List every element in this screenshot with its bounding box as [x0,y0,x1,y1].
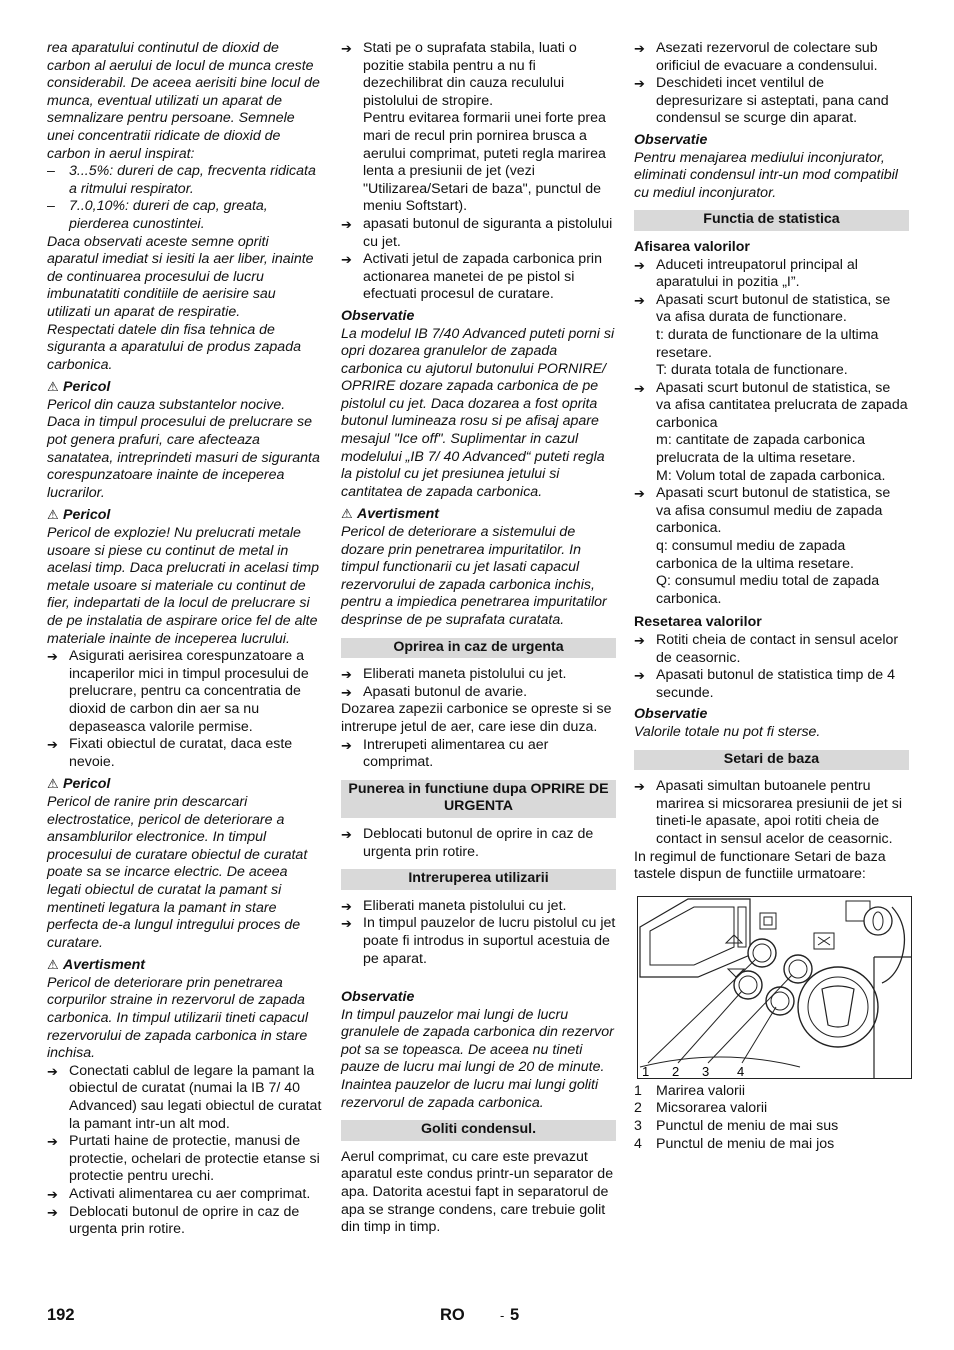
figure-label-4: 4 [737,1063,745,1078]
step-note: T: durata totala de functionare. [656,362,848,379]
warning-text: Pericol de deteriorare a sistemului de dozare prin penetrarea impuritatilor. In timpul functionarii cu jet lasati capacul rezervorului de zapada carbonica inchis, pentru a impiedica penetrarea impuritatilor desprinse de pe suprafata curatata. [341,524,607,628]
section-heading: Intreruperea utilizarii [341,869,616,890]
subheading: Afisarea valorilor [634,238,750,255]
step-item: ➔ Apasati butonul de statistica timp de 4 secunde. [634,667,909,702]
warning-triangle-icon: ⚠ [47,776,59,792]
legend-item: 2 Micsorarea valorii [634,1100,768,1117]
section-heading: Functia de statistica [634,210,909,231]
step-item: ➔ Asezati rezervorul de colectare sub orificiul de evacuare a condensului. [634,40,909,75]
step-item: ➔ apasati butonul de siguranta a pistolului cu jet. [341,216,616,251]
section-heading: Punerea in functiune dupa OPRIRE DE URGENTA [341,780,616,818]
page-number: 192 [47,1306,75,1324]
paragraph: Respectati datele din fisa tehnica de siguranta a aparatului de produs zapada carbonica. [47,321,301,373]
step-item: ➔ Conectati cablul de legare la pamant la obiectul de curatat (numai la IB 7/ 40 Advanced) sau legati obiectul de curatat la pamant intr-un alt mod. [47,1063,322,1133]
step-item: ➔ Deblocati butonul de oprire in caz de urgenta prin rotire. [341,826,616,861]
step-item: ➔ Deblocati butonul de oprire in caz de urgenta prin rotire. [47,1204,322,1239]
warning-triangle-icon: ⚠ [47,957,59,973]
warning-text: Pericol de ranire prin descarcari electrostatice, pericol de deteriorare a ansamblurilor electronice. In timpul procesului de curatare obiectul de curatat poate sa se incarce electric. De aceea legati obiectul de curatat la pamant si mentineti legatura la pamant in stare perfecta de-a lungul intregului proces de curatare. [47,793,308,951]
step-item: ➔ Apasati butonul de avarie. [341,684,616,702]
dash-item: – 7..0,10%: dureri de cap, greata, pierderea cunostintei. [47,198,322,233]
spacer [341,968,616,985]
warning-text: Pericol de explozie! Nu prelucrati metale usoare si piese cu continut de metal in acelasi timp. Daca prelucrati in acelasi timp metale usoare si materiale cu continut de fier, indepartati de la locul de prelucrare si de pe instalatia de aspirare orice fel de alte materiale inainte de inceperea lucrului. [47,525,320,647]
step-note: M: Volum total de zapada carbonica. [656,467,886,484]
step-item: ➔ Activati jetul de zapada carbonica prin actionarea manetei de pe pistol si efectuati procesul de curatare. [341,251,616,304]
warning-heading: ⚠ Pericol [47,776,111,793]
section-heading: Oprirea in caz de urgenta [341,638,616,659]
footer-separator: - [500,1308,505,1323]
paragraph: In regimul de functionare Setari de baza tastele dispun de functiile urmatoare: [634,848,886,883]
note-text: Pentru menajarea mediului inconjurator, eliminati condensul intr-un mod compatibil cu mediul inconjurator. [634,149,898,201]
step-item: ➔ Deschideti incet ventilul de depresurizare si asteptati, pana cand condensul se scurge din aparat. [634,75,909,128]
step-item: ➔ In timpul pauzelor de lucru pistolul cu jet poate fi introdus in suportul acestuia de pe aparat. [341,915,616,968]
warning-heading: ⚠ Avertisment [341,506,440,523]
control-panel-figure [637,896,912,1079]
warning-heading: ⚠ Pericol [47,507,111,524]
step-item: ➔ Purtati haine de protectie, manusi de protectie, ochelari de protectie etanse si protectie pentru urechi. [47,1133,322,1186]
step-item: ➔ Apasati scurt butonul de statistica, se va afisa cantitatea prelucrata de zapada carbonica [634,380,909,433]
step-item: ➔ Eliberati maneta pistolului cu jet. [341,666,616,684]
legend-item: 3 Punctul de meniu de mai sus [634,1117,839,1134]
warning-heading: ⚠ Avertisment [47,957,146,974]
section-heading: Setari de baza [634,750,909,771]
column-2 [341,40,616,1237]
display-panel [640,899,750,977]
warning-triangle-icon: ⚠ [47,379,59,395]
column-1 [47,40,322,1239]
paragraph: Dozarea zapezii carbonice se opreste si se intrerupe jetul de aer, care iese din duza. [341,701,612,735]
step-item: ➔ Activati alimentarea cu aer comprimat. [47,1186,322,1204]
step-note: Pentru evitarea formarii unei forte prea mari de recul prin pornirea brusca a aerului comprimat, puteti regla marirea lenta a presiunii de jet (vezi "Utilizarea/Setari de baza", punctul de meniu Softstart). [363,110,606,215]
paragraph: Aerul comprimat, cu care este prevazut aparatul este condus printr-un separator de apa. Datorita acestui fapt in separatorul de apa se strange condens, care trebuie golit din timp in timp. [341,1148,614,1236]
step-note: t: durata de functionare de la ultima resetare. [656,326,879,361]
subheading: Resetarea valorilor [634,614,762,631]
rotary-knob [798,967,878,1047]
warning-heading: ⚠ Pericol [47,379,111,396]
note-text: La modelul IB 7/40 Advanced puteti porni si opri dozarea granulelor de zapada carbonica cu ajutorul butonului PORNIRE/ OPRIRE dozare zapada carbonica de pe pistolul cu jet. Daca dozarea a fost oprita butonul lumineaza rosu si pe afisaj apare mesajul "Ice off". Suplimentar in cazul modelului „IB 7/ 40 Advanced“ puteti regla la pistolul cu jet presiunea jetului si cantitatea de zapada carbonica. [341,325,615,500]
dash-item: – 3...5%: dureri de cap, frecventa ridicata a ritmului respirator. [47,163,322,198]
figure-label-1: 1 [642,1063,650,1078]
section-page-number: 5 [510,1306,520,1324]
note-heading: Observatie [634,131,708,148]
warning-text: Pericol din cauza substantelor nocive. Daca in timpul procesului de prelucrare se pot genera prafuri, care afecteaza sanatatea, intreprindeti masuri de siguranta corespunzatoare inainte de inceperea lucrarilor. [47,396,320,501]
step-note: m: cantitate de zapada carbonica prelucrata de la ultima resetare. [656,432,866,467]
column-3 [634,40,909,1153]
note-heading: Observatie [341,989,415,1006]
note-text: In timpul pauzelor mai lungi de lucru granulele de zapada carbonica din rezervor pot sa se topeasca. De aceea nu tineti pauze de lucru mai lungi de 20 de minute. Inaintea pauzelor de lucru mai lungi goliti rezervorul de zapada carbonica. [341,1006,614,1111]
step-item: ➔ Intrerupeti alimentarea cu aer comprimat. [341,737,616,772]
legend-item: 1 Marirea valorii [634,1082,746,1099]
step-item: ➔ Asigurati aerisirea corespunzatoare a incaperilor mici in timpul procesului de prelucrare, pentru ca concentratia de dioxid de carbon din aer sa nu depaseasca valorile permise. [47,648,322,736]
note-heading: Observatie [634,706,708,723]
step-item: ➔ Apasati scurt butonul de statistica, se va afisa durata de functionare. [634,292,909,327]
step-note: q: consumul mediu de zapada carbonica de la ultima resetare. [656,538,854,572]
paragraph: Daca observati aceste semne opriti aparatul imediat si iesiti la aer liber, inainte de continuarea procesului de lucru imbunatatiti conditiile de aerisire sau utilizati un aparat de respiratie. [47,233,314,320]
step-item: ➔ Stati pe o suprafata stabila, luati o pozitie stabila pentru a nu fi dezechilibrat din cauza reculului pistolului de stropire. [341,40,616,110]
step-item: ➔ Apasati scurt butonul de statistica, se va afisa consumul mediu de zapada carbonica. [634,485,909,538]
step-item: ➔ Aduceti intreupatorul principal al aparatului in pozitia „I”. [634,257,909,292]
step-item: ➔ Rotiti cheia de contact in sensul acelor de ceasornic. [634,632,909,667]
warning-text: Pericol de deteriorare prin penetrarea corpurilor straine in rezervorul de zapada carbonica. In timpul utilizarii tineti capacul rezervorului de zapada carbonica in stare inchisa. [47,974,309,1062]
step-item: ➔ Eliberati maneta pistolului cu jet. [341,898,616,916]
warning-triangle-icon: ⚠ [47,507,59,523]
step-note: Q: consumul mediu total de zapada carbonica. [656,573,880,607]
step-item: ➔ Apasati simultan butoanele pentru marirea si micsorarea presiunii de jet si tineti-le apasate, apoi rotiti cheia de contact in sensul acelor de ceasornic. [634,778,909,848]
note-text: Valorile totale nu pot fi sterse. [634,723,821,740]
paragraph: rea aparatului continutul de dioxid de carbon al aerului de locul de munca creste considerabil. De aceea aerisiti bine locul de munca, eventual utilizati un aparat de semnalizare pentru persoane. Semnele unei concentratii ridicate de dioxid de carbon in aerul inspirat: [47,40,320,162]
warning-triangle-icon: ⚠ [341,506,353,522]
language-code: RO [440,1306,465,1324]
control-panel-drawing [638,897,911,1078]
figure-label-2: 2 [672,1063,680,1078]
legend-item: 4 Punctul de meniu de mai jos [634,1135,835,1152]
figure-label-3: 3 [702,1063,710,1078]
note-heading: Observatie [341,307,415,324]
section-heading: Goliti condensul. [341,1120,616,1141]
step-item: ➔ Fixati obiectul de curatat, daca este nevoie. [47,736,322,771]
